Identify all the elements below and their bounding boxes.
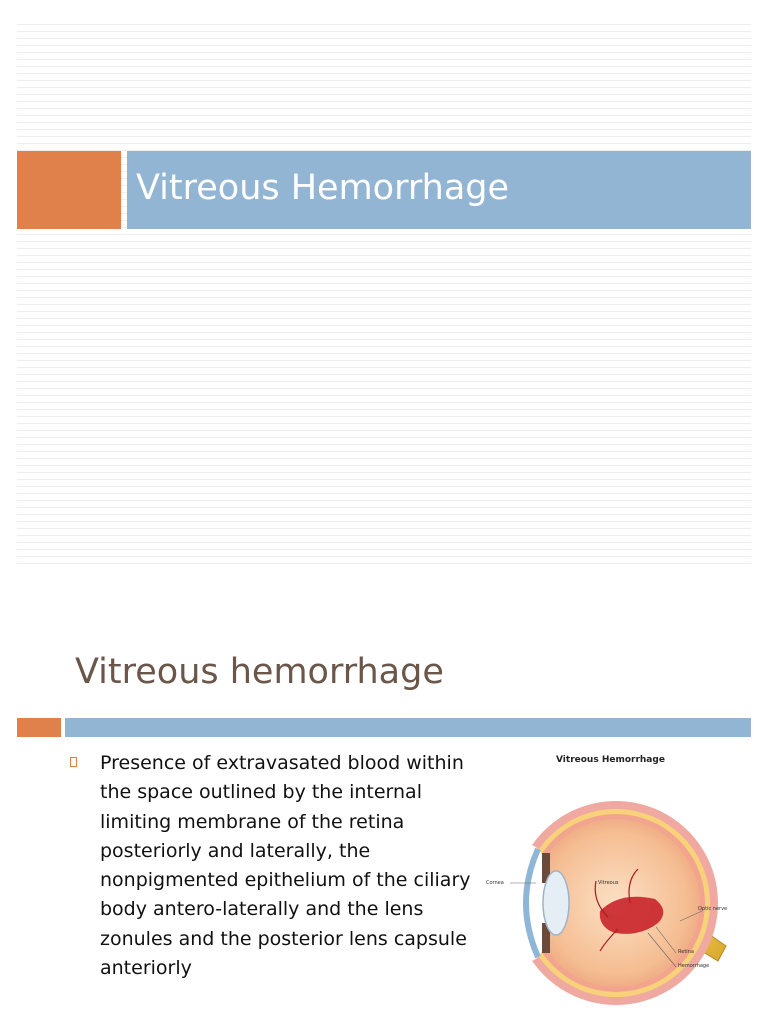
bullet-marker-icon <box>70 757 77 767</box>
slide-2-title: Vitreous hemorrhage <box>75 652 444 692</box>
bullet-text: Presence of extravasated blood within the space outlined by the internal limiting membrane of the retina posteriorly and laterally, the nonpigmented epithelium of the ciliary body antero-laterally and the lens zonules and the posterior lens capsule anteriorly <box>100 752 471 980</box>
slide-1-background <box>17 18 751 568</box>
retina-label: Retina <box>678 949 694 955</box>
eye-diagram-figure <box>480 741 734 1023</box>
slide-1-title: Vitreous Hemorrhage <box>136 168 510 208</box>
optic-nerve-label: Optic nerve <box>698 906 728 912</box>
slide-2-accent-orange-block <box>17 718 61 737</box>
slide-2-accent-blue-bar <box>65 718 751 737</box>
vitreous-label: Vitreous <box>598 880 619 886</box>
cornea-label: Cornea <box>486 880 504 886</box>
slide-1-accent-orange-block <box>17 151 121 229</box>
lens-shape <box>543 871 569 935</box>
figure-title: Vitreous Hemorrhage <box>556 755 665 765</box>
hemorrhage-label: Hemorrhage <box>678 963 710 969</box>
